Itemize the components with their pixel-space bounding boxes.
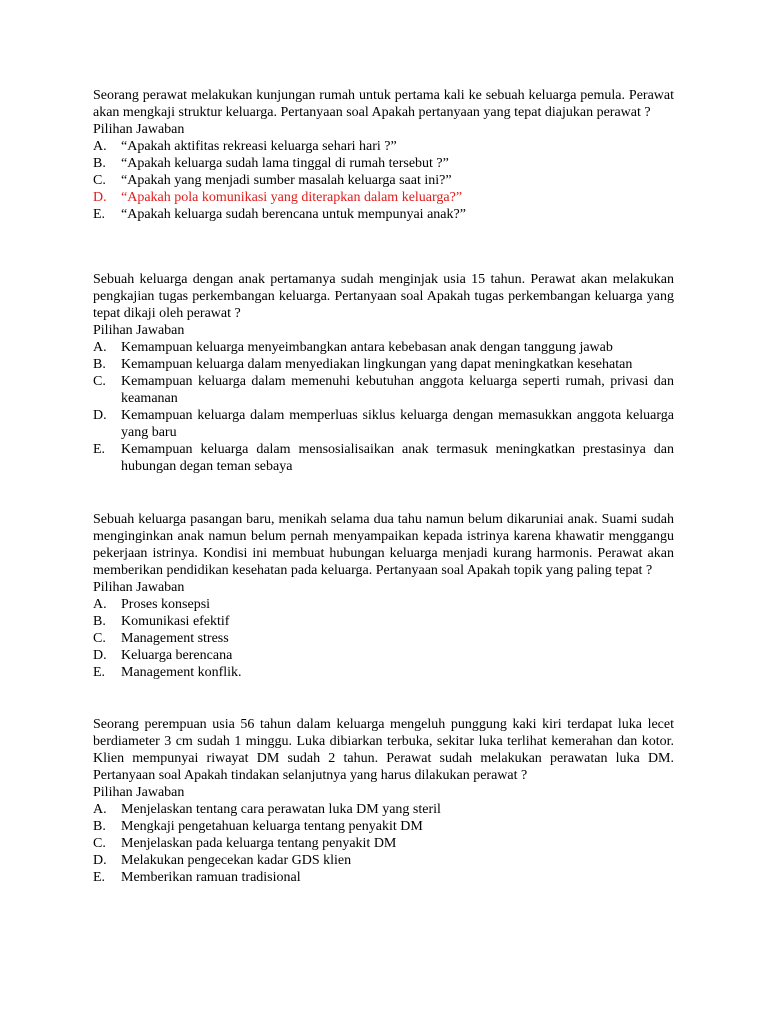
answer-options: [93, 138, 674, 223]
option-text: Keluarga berencana: [121, 648, 233, 663]
answer-option-c: [93, 630, 674, 647]
option-text: “Apakah yang menjadi sumber masalah keluarga saat ini?”: [121, 173, 452, 188]
option-text: “Apakah pola komunikasi yang diterapkan dalam keluarga?”: [121, 190, 463, 205]
question-1: [93, 87, 674, 223]
answer-choices-label: Pilihan Jawaban: [93, 122, 185, 137]
answer-option-b: [93, 818, 674, 835]
answer-option-a: [93, 339, 674, 356]
question-stem: Seorang perawat melakukan kunjungan rumah untuk pertama kali ke sebuah keluarga pemula. Perawat akan mengkaji struktur keluarga. Pertanyaan soal Apakah pertanyaan yang tepat diajukan perawat ?: [93, 88, 674, 120]
option-letter: E.: [93, 207, 106, 222]
answer-option-e: [93, 206, 674, 223]
option-text: Komunikasi efektif: [121, 614, 230, 629]
answer-option-d-correct: [93, 189, 674, 206]
option-letter: C.: [93, 374, 106, 389]
option-letter: A.: [93, 597, 107, 612]
answer-options: [93, 801, 674, 886]
answer-options: [93, 596, 674, 681]
answer-option-a: [93, 801, 674, 818]
answer-option-b: [93, 356, 674, 373]
option-letter: C.: [93, 173, 106, 188]
option-letter: B.: [93, 357, 106, 372]
answer-option-e: [93, 441, 674, 475]
answer-option-d: [93, 852, 674, 869]
answer-option-a: [93, 596, 674, 613]
answer-option-c: [93, 373, 674, 407]
option-letter: C.: [93, 836, 106, 851]
answer-option-a: [93, 138, 674, 155]
option-letter: B.: [93, 156, 106, 171]
question-stem: Seorang perempuan usia 56 tahun dalam keluarga mengeluh punggung kaki kiri terdapat luka lecet berdiameter 3 cm sudah 1 minggu. Luka dibiarkan terbuka, sekitar luka terlihat kemerahan dan kotor. Klien mempunyai riwayat DM sudah 2 tahun. Perawat sudah melakukan perawatan luka DM. Pertanyaan soal Apakah tindakan selanjutnya yang harus dilakukan perawat ?: [93, 717, 674, 783]
answer-option-c: [93, 172, 674, 189]
answer-options: [93, 339, 674, 475]
option-letter: D.: [93, 190, 107, 205]
option-text: Kemampuan keluarga dalam memenuhi kebutuhan anggota keluarga seperti rumah, privasi dan keamanan: [121, 374, 674, 406]
option-text: “Apakah keluarga sudah berencana untuk mempunyai anak?”: [121, 207, 466, 222]
answer-option-e: [93, 664, 674, 681]
option-text: Mengkaji pengetahuan keluarga tentang penyakit DM: [121, 819, 423, 834]
option-text: Kemampuan keluarga menyeimbangkan antara kebebasan anak dengan tanggung jawab: [121, 340, 613, 355]
answer-option-c: [93, 835, 674, 852]
option-letter: A.: [93, 340, 107, 355]
option-letter: D.: [93, 648, 107, 663]
answer-choices-label: Pilihan Jawaban: [93, 785, 185, 800]
option-text: Melakukan pengecekan kadar GDS klien: [121, 853, 352, 868]
question-4: [93, 716, 674, 886]
option-letter: A.: [93, 139, 107, 154]
option-letter: E.: [93, 665, 106, 680]
answer-option-d: [93, 647, 674, 664]
document-page: [93, 87, 674, 886]
option-text: Kemampuan keluarga dalam menyediakan lingkungan yang dapat meningkatkan kesehatan: [121, 357, 633, 372]
option-text: Management konflik.: [121, 665, 242, 680]
answer-choices-label: Pilihan Jawaban: [93, 580, 185, 595]
option-letter: E.: [93, 870, 106, 885]
option-text: Kemampuan keluarga dalam mensosialisaikan anak termasuk meningkatkan prestasinya dan hubungan degan teman sebaya: [121, 442, 674, 474]
question-stem: Sebuah keluarga dengan anak pertamanya sudah menginjak usia 15 tahun. Perawat akan melakukan pengkajian tugas perkembangan keluarga. Pertanyaan soal Apakah tugas perkembangan keluarga yang tepat dikaji oleh perawat ?: [93, 272, 674, 321]
option-text: “Apakah keluarga sudah lama tinggal di rumah tersebut ?”: [121, 156, 449, 171]
option-letter: D.: [93, 408, 107, 423]
option-text: “Apakah aktifitas rekreasi keluarga sehari hari ?”: [121, 139, 397, 154]
answer-option-b: [93, 613, 674, 630]
answer-option-e: [93, 869, 674, 886]
option-text: Management stress: [121, 631, 229, 646]
question-stem: Sebuah keluarga pasangan baru, menikah selama dua tahu namun belum dikaruniai anak. Suami sudah menginginkan anak namun belum pernah menyampaikan kepada istrinya karena khawatir menggangu pekerjaan istrinya. Kondisi ini membuat hubungan keluarga menjadi kurang harmonis. Perawat akan memberikan pendidikan kesehatan pada keluarga. Pertanyaan soal Apakah topik yang paling tepat ?: [93, 512, 674, 578]
answer-option-d: [93, 407, 674, 441]
option-letter: B.: [93, 819, 106, 834]
option-letter: D.: [93, 853, 107, 868]
option-letter: A.: [93, 802, 107, 817]
option-text: Memberikan ramuan tradisional: [121, 870, 301, 885]
option-letter: B.: [93, 614, 106, 629]
option-letter: C.: [93, 631, 106, 646]
option-text: Kemampuan keluarga dalam memperluas siklus keluarga dengan memasukkan anggota keluarga yang baru: [121, 408, 674, 440]
answer-option-b: [93, 155, 674, 172]
answer-choices-label: Pilihan Jawaban: [93, 323, 185, 338]
option-text: Menjelaskan tentang cara perawatan luka DM yang steril: [121, 802, 441, 817]
question-2: [93, 271, 674, 475]
option-text: Proses konsepsi: [121, 597, 211, 612]
option-letter: E.: [93, 442, 106, 457]
question-3: [93, 511, 674, 681]
option-text: Menjelaskan pada keluarga tentang penyakit DM: [121, 836, 397, 851]
